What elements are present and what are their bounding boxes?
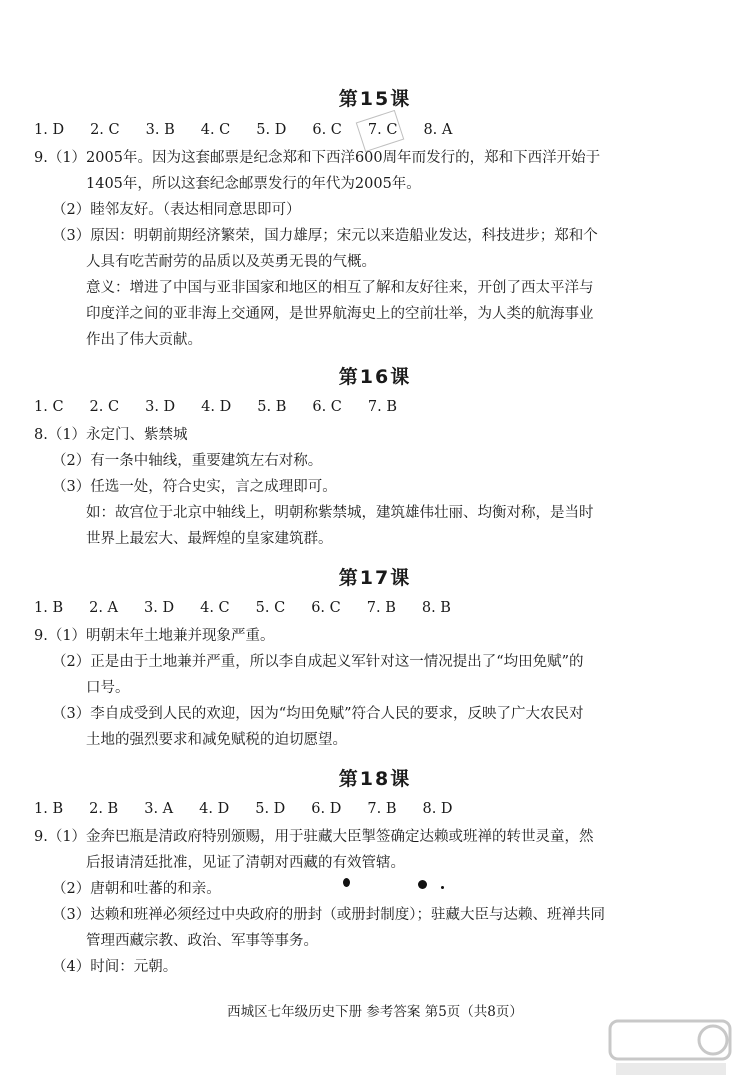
answer-line: 1405年，所以这套纪念邮票发行的年代为2005年。 — [86, 176, 421, 192]
answer-line: 作出了伟大贡献。 — [86, 332, 202, 348]
mc-answer: 8. B — [421, 600, 451, 616]
answer-line: （4）时间：元朝。 — [52, 959, 178, 975]
mc-answer: 5. D — [256, 122, 287, 138]
ink-speck — [441, 886, 444, 889]
answer-line: 9.（1）金奔巴瓶是清政府特别颁赐，用于驻藏大臣掣签确定达赖或班禅的转世灵童，然 — [34, 829, 594, 845]
mc-answer: 7. B — [366, 600, 396, 616]
mc-answer: 1. D — [34, 122, 65, 138]
watermark-logo — [608, 1017, 740, 1083]
lesson-17-title: 第17课 — [338, 567, 412, 589]
mc-answer: 4. D — [199, 801, 230, 817]
answer-line: 8.（1）永定门、紫禁城 — [34, 427, 188, 443]
mc-answer: 6. C — [312, 122, 342, 138]
mc-answer: 4. D — [201, 399, 232, 415]
lesson-17-mc-answers — [34, 600, 477, 616]
mc-answer: 2. B — [89, 801, 119, 817]
lesson-16-title: 第16课 — [338, 366, 412, 388]
mc-answer: 6. D — [311, 801, 342, 817]
mc-answer: 7. C — [367, 122, 398, 138]
answer-line: 口号。 — [86, 680, 130, 696]
answer-line: 9.（1）2005年。因为这套邮票是纪念郑和下西洋600周年而发行的，郑和下西洋开始于 — [34, 150, 601, 166]
lesson-16-mc-answers — [34, 399, 423, 415]
answer-line: （2）唐朝和吐蕃的和亲。 — [52, 881, 221, 897]
answer-line: （3）原因：明朝前期经济繁荣，国力雄厚；宋元以来造船业发达，科技进步；郑和个 — [52, 228, 598, 244]
lesson-18-title: 第18课 — [338, 768, 412, 790]
page-footer: 西城区七年级历史下册 参考答案 第5页（共8页） — [227, 1004, 523, 1020]
mc-answer: 5. B — [257, 399, 287, 415]
mc-answer: 7. B — [367, 801, 397, 817]
mc-answer: 3. A — [144, 801, 174, 817]
mc-answer: 4. C — [200, 600, 230, 616]
answer-line: 世界上最宏大、最辉煌的皇家建筑群。 — [86, 531, 333, 547]
mc-answer: 8. A — [423, 122, 453, 138]
mc-answer: 8. D — [422, 801, 453, 817]
mc-answer: 3. D — [145, 399, 176, 415]
lesson-15-mc-answers — [34, 122, 478, 138]
mc-answer: 5. C — [255, 600, 286, 616]
answer-line: 如：故宫位于北京中轴线上，明朝称紫禁城，建筑雄伟壮丽、均衡对称，是当时 — [86, 505, 594, 521]
mc-answer: 1. B — [34, 801, 64, 817]
answer-line: 人具有吃苦耐劳的品质以及英勇无畏的气概。 — [86, 254, 376, 270]
mc-answer: 6. C — [312, 399, 342, 415]
ink-speck — [343, 878, 350, 887]
mc-answer: 1. B — [34, 600, 64, 616]
answer-line: 印度洋之间的亚非海上交通网，是世界航海史上的空前壮举，为人类的航海事业 — [86, 306, 594, 322]
lesson-18-mc-answers — [34, 801, 479, 817]
answer-line: 意义：增进了中国与亚非国家和地区的相互了解和友好往来，开创了西太平洋与 — [86, 280, 594, 296]
answer-line: （2）睦邻友好。（表达相同意思即可） — [52, 202, 301, 218]
answer-line: 土地的强烈要求和减免赋税的迫切愿望。 — [86, 732, 347, 748]
mc-answer: 2. C — [89, 399, 120, 415]
answer-line: （3）李自成受到人民的欢迎，因为“均田免赋”符合人民的要求，反映了广大农民对 — [52, 706, 584, 722]
answer-line: 管理西藏宗教、政治、军事等事务。 — [86, 933, 318, 949]
answer-line: （2）有一条中轴线，重要建筑左右对称。 — [52, 453, 323, 469]
watermark-graphic — [608, 1017, 740, 1079]
mc-answer: 2. C — [90, 122, 120, 138]
mc-answer: 6. C — [311, 600, 341, 616]
mc-answer: 3. D — [144, 600, 175, 616]
ink-speck — [418, 880, 427, 889]
mc-answer: 3. B — [145, 122, 175, 138]
mc-answer: 5. D — [255, 801, 286, 817]
mc-answer: 4. C — [200, 122, 231, 138]
answer-line: 9.（1）明朝末年土地兼并现象严重。 — [34, 628, 275, 644]
answer-line: （3）任选一处，符合史实，言之成理即可。 — [52, 479, 337, 495]
answer-line: （2）正是由于土地兼并严重，所以李自成起义军针对这一情况提出了“均田免赋”的 — [52, 654, 584, 670]
answer-line: 后报请清廷批准，见证了清朝对西藏的有效管辖。 — [86, 855, 405, 871]
mc-answer: 7. B — [367, 399, 398, 415]
lesson-15-title: 第15课 — [338, 88, 412, 110]
mc-answer: 1. C — [34, 399, 64, 415]
mc-answer: 2. A — [89, 600, 119, 616]
answer-line: （3）达赖和班禅必须经过中央政府的册封（或册封制度）；驻藏大臣与达赖、班禅共同 — [52, 907, 605, 923]
